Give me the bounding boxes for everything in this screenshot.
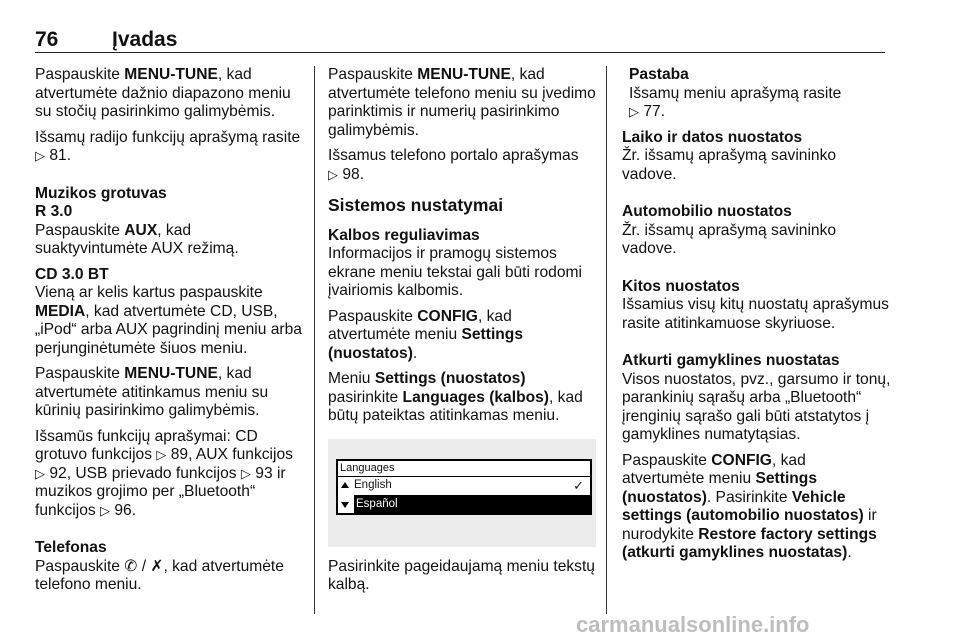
paragraph: Informacijos ir pramogų sistemos ekrane meniu tekstai gali būti rodomi įvairiomis kalbomis. [328, 245, 582, 299]
paragraph: Paspauskite MENU-TUNE, kad atvertumėte telefono meniu su įvedimo parinktimis ir numerių pasirinkimo galimybėmis. [328, 66, 596, 139]
checkmark-icon: ✓ [573, 477, 584, 493]
heading-phone: Telefonas [35, 539, 107, 556]
page-ref-arrow-icon: ▷ [629, 104, 639, 119]
heading-time-date: Laiko ir datos nuostatos [622, 128, 803, 146]
menu-item-english[interactable]: English ✓ [338, 477, 590, 494]
column-divider [606, 66, 607, 614]
heading-music-player: Muzikos grotuvas [35, 184, 167, 202]
menu-item-espanol[interactable]: Español [354, 495, 590, 513]
paragraph: Išsamų radijo funkcijų aprašymą rasite ▷ 81. [35, 128, 301, 164]
phone-icon: ✆ [124, 557, 138, 575]
page-number: 76 [35, 28, 59, 51]
page-ref[interactable]: 81 [49, 147, 67, 164]
paragraph: Paspauskite MENU-TUNE, kad atvertumėte dažnio diapazono meniu su stočių pasirinkimo galimybėmis. [35, 66, 291, 120]
scroll-up-icon [341, 482, 349, 488]
display-screenshot [328, 439, 596, 547]
scroll-down-icon [341, 502, 349, 508]
page-ref[interactable]: 96 [114, 501, 132, 519]
note-box [629, 66, 892, 122]
paragraph: Meniu Settings (nuostatos) pasirinkite Languages (kalbos), kad būtų pateiktas atitinkamas meniu. [328, 370, 583, 424]
page-ref-arrow-icon: ▷ [35, 465, 45, 481]
column-right [622, 66, 892, 570]
paragraph: Vieną ar kelis kartus paspauskite MEDIA, kad atvertumėte CD, USB, „iPod“ arba AUX pagrindinį meniu arba perjunginėtumėte šiuos meniu. [35, 284, 302, 357]
paragraph: Išsamūs funkcijų aprašymai: CD grotuvo funkcijos ▷ 89, AUX funkcijos ▷ 92, USB prievado funkcijos ▷ 93 ir muzikos grojimo per „Bluetooth“ funkcijos ▷ 96. [35, 427, 293, 519]
page-header [35, 26, 885, 53]
column-middle [328, 66, 596, 602]
heading-cd30bt: CD 3.0 BT [35, 265, 109, 283]
paragraph: Žr. išsamų aprašymą savininko vadove. [622, 147, 837, 183]
watermark: carmanualsonline.info [576, 612, 810, 637]
phone-mute-icon: ✗ [150, 557, 164, 575]
paragraph: Paspauskite ✆ / ✗, kad atvertumėte telefono meniu. [35, 557, 284, 593]
heading-language: Kalbos reguliavimas [328, 226, 480, 244]
page-ref-arrow-icon: ▷ [100, 502, 111, 518]
heading-vehicle: Automobilio nuostatos [622, 203, 792, 220]
paragraph: Paspauskite MENU-TUNE, kad atvertumėte atitinkamus meniu su kūrinių pasirinkimo galimybėmis. [35, 365, 269, 419]
page-ref-arrow-icon: ▷ [35, 148, 45, 163]
menu-title: Languages [338, 461, 590, 477]
column-left [35, 66, 307, 602]
page-ref[interactable]: 89 [170, 446, 189, 463]
page-ref[interactable]: 98 [342, 165, 360, 183]
paragraph: Išsamius visų kitų nuostatų aprašymus rasite atitinkamuose skyriuose. [622, 296, 889, 332]
column-divider [314, 66, 315, 614]
paragraph: Visos nuostatos, pvz., garsumo ir tonų, parankinių sąrašų arba „Bluetooth“ įrenginių sąrašo gali būti atstatytos į gamyklines numatytąsias. [622, 370, 891, 443]
note-text: Išsamų meniu aprašymą rasite ▷ 77. [629, 84, 842, 120]
paragraph: Paspauskite AUX, kad suaktyvintumėte AUX režimą. [35, 221, 239, 257]
section-title: Sistemos nustatymai [328, 195, 504, 215]
page-ref[interactable]: 92 [49, 464, 67, 482]
paragraph: Išsamus telefono portalo aprašymas ▷ 98. [328, 147, 579, 183]
page-ref-arrow-icon: ▷ [328, 166, 338, 182]
paragraph: Žr. išsamų aprašymą savininko vadove. [622, 221, 837, 257]
languages-menu [336, 459, 592, 515]
note-title: Pastaba [629, 66, 689, 83]
page-ref-arrow-icon: ▷ [240, 465, 251, 481]
paragraph: Paspauskite CONFIG, kad atvertumėte meniu Settings (nuostatos). [328, 307, 523, 362]
page-title: Įvadas [112, 28, 178, 51]
paragraph: Paspauskite CONFIG, kad atvertumėte meniu Settings (nuostatos). Pasirinkite Vehicle settings (automobilio nuostatos) ir nurodykite Restore factory settings (atkurti gamyklines nuostatas). [622, 451, 877, 561]
heading-r30: R 3.0 [35, 203, 73, 220]
heading-other: Kitos nuostatos [622, 277, 740, 295]
page-ref[interactable]: 93 [255, 464, 273, 482]
paragraph: Pasirinkite pageidaujamą meniu tekstų kalbą. [328, 557, 595, 593]
page-ref-arrow-icon: ▷ [156, 447, 167, 462]
page-ref[interactable]: 77 [643, 103, 661, 120]
heading-factory: Atkurti gamyklines nuostatas [622, 352, 840, 369]
